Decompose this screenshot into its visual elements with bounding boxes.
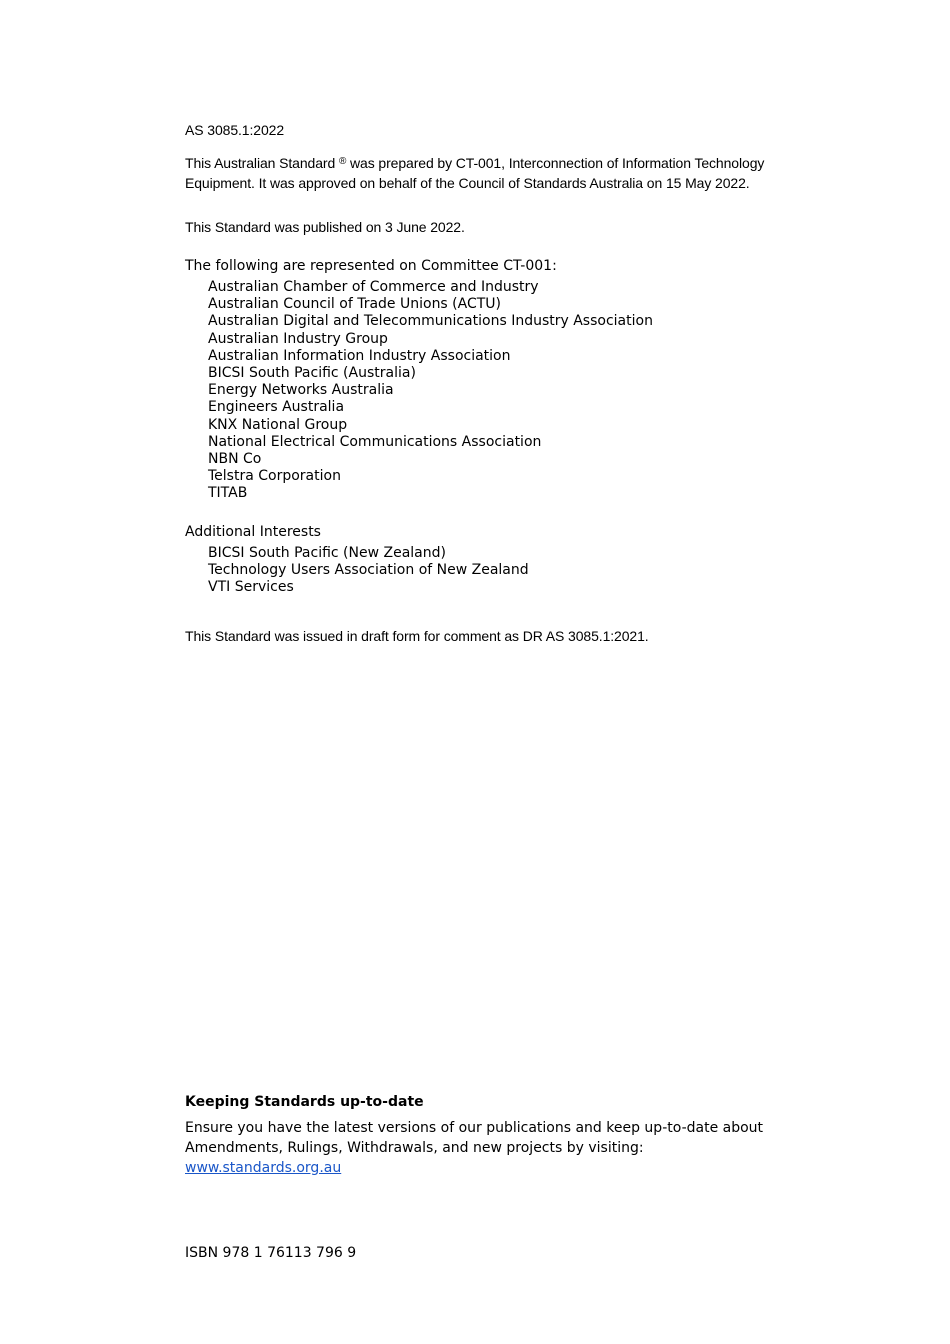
- committee-member: National Electrical Communications Association: [208, 433, 542, 450]
- committee-member: TITAB: [208, 485, 248, 502]
- additional-interests-heading: Additional Interests: [185, 524, 321, 540]
- keeping-standards-paragraph: [185, 1118, 785, 1178]
- preparation-text-start: This Australian Standard: [185, 155, 336, 171]
- committee-member: Australian Chamber of Commerce and Industry: [208, 279, 539, 295]
- committee-member: KNX National Group: [208, 416, 348, 433]
- committee-heading: The following are represented on Committee CT-001:: [185, 258, 557, 274]
- keeping-standards-heading: Keeping Standards up-to-date: [185, 1094, 424, 1110]
- committee-member: Australian Information Industry Association: [208, 347, 511, 364]
- publication-date-paragraph: This Standard was published on 3 June 2022.: [185, 219, 465, 235]
- committee-member: Telstra Corporation: [208, 468, 341, 485]
- registered-mark: ®: [338, 156, 347, 167]
- additional-interest-member: BICSI South Pacific (New Zealand): [208, 545, 446, 561]
- standards-website-link[interactable]: www.standards.org.au: [185, 1160, 342, 1176]
- committee-member: Energy Networks Australia: [208, 382, 394, 399]
- additional-interests-list: [208, 545, 529, 597]
- committee-member: BICSI South Pacific (Australia): [208, 365, 416, 382]
- document-id: AS 3085.1:2022: [185, 122, 285, 138]
- draft-paragraph: This Standard was issued in draft form for comment as DR AS 3085.1:2021.: [185, 628, 649, 644]
- committee-member: Australian Industry Group: [208, 330, 388, 347]
- committee-member: NBN Co: [208, 451, 262, 468]
- committee-member: Australian Digital and Telecommunications Industry Association: [208, 313, 653, 330]
- committee-member: Australian Council of Trade Unions (ACTU): [208, 296, 502, 313]
- keeping-standards-text: Ensure you have the latest versions of our publications and keep up-to-date about Amendments, Rulings, Withdrawals, and new projects by visiting:: [185, 1120, 764, 1156]
- committee-member: Engineers Australia: [208, 399, 345, 416]
- committee-member-list: [208, 279, 653, 503]
- additional-interest-member: Technology Users Association of New Zealand: [208, 562, 529, 579]
- preparation-text-end: was prepared by CT-001, Interconnection of Information Technology Equipment. It was approved on behalf of the Council of Standards Australia on 15 May 2022.: [185, 155, 765, 191]
- isbn: ISBN 978 1 76113 796 9: [185, 1245, 357, 1261]
- preparation-paragraph: [185, 154, 785, 193]
- additional-interest-member: VTI Services: [208, 579, 294, 596]
